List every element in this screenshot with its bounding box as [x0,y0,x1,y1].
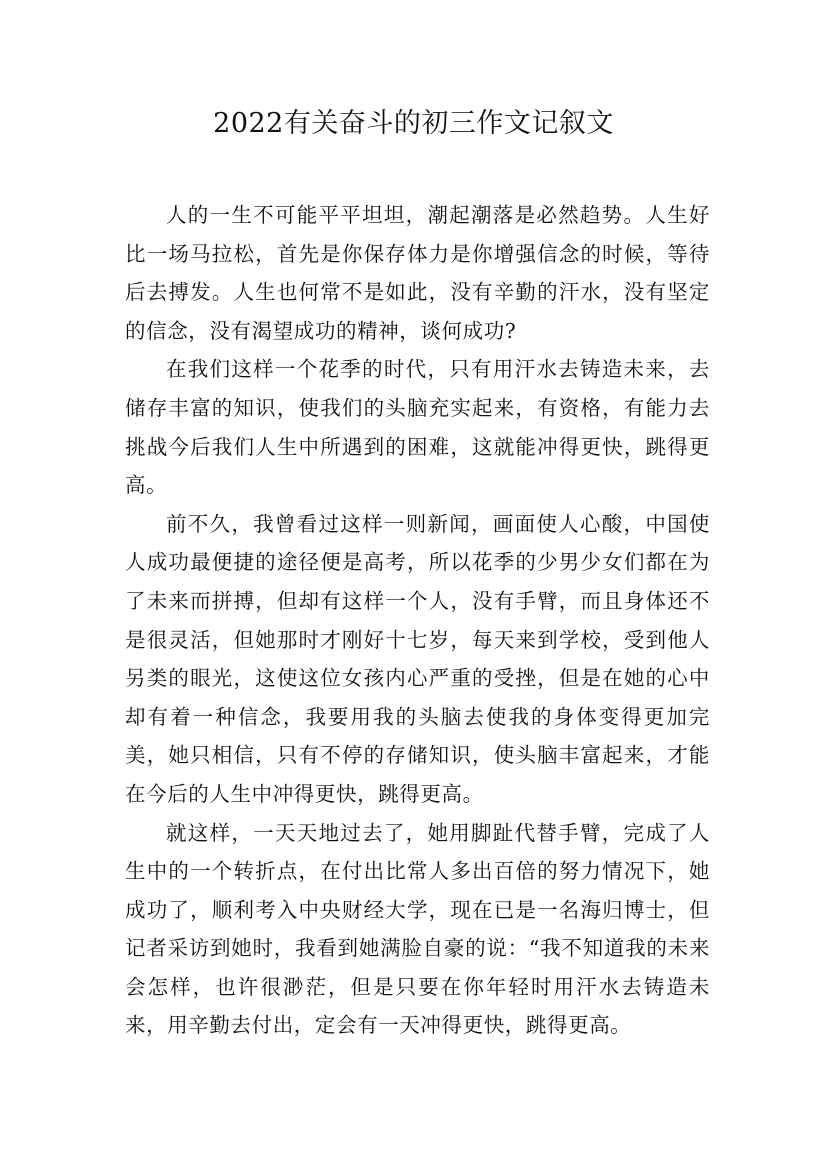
paragraph-1: 人的一生不可能平平坦坦，潮起潮落是必然趋势。人生好比一场马拉松，首先是你保存体力是你增强信念的时候，等待后去搏发。人生也何常不是如此，没有辛勤的汗水，没有坚定的信念，没有渴望成功的精神，谈何成功? [125,203,710,343]
document-title: 2022有关奋斗的初三作文记叙文 [213,108,614,139]
paragraph-3: 前不久，我曾看过这样一则新闻，画面使人心酸，中国使人成功最便捷的途径便是高考，所以花季的少男少女们都在为了未来而拼搏，但却有这样一个人，没有手臂，而且身体还不是很灵活，但她那时才刚好十七岁，每天来到学校，受到他人另类的眼光，这使这位女孩内心严重的受挫，但是在她的心中却有着一种信念，我要用我的头脑去使我的身体变得更加完美，她只相信，只有不停的存储知识，使头脑丰富起来，才能在今后的人生中冲得更快，跳得更高。 [125,511,710,806]
paragraph-2: 在我们这样一个花季的时代，只有用汗水去铸造未来，去储存丰富的知识，使我们的头脑充实起来，有资格，有能力去挑战今后我们人生中所遇到的困难，这就能冲得更快，跳得更高。 [125,357,710,498]
document-body [125,196,710,1045]
paragraph-4: 就这样，一天天地过去了，她用脚趾代替手臂，完成了人生中的一个转折点，在付出比常人多出百倍的努力情况下，她成功了，顺利考入中央财经大学，现在已是一名海归博士，但记者采访到她时，我看到她满脸自豪的说：“我不知道我的未来会怎样，也许很渺茫，但是只要在你年轻时用汗水去铸造未来，用辛勤去付出，定会有一天冲得更快，跳得更高。 [125,820,710,1038]
